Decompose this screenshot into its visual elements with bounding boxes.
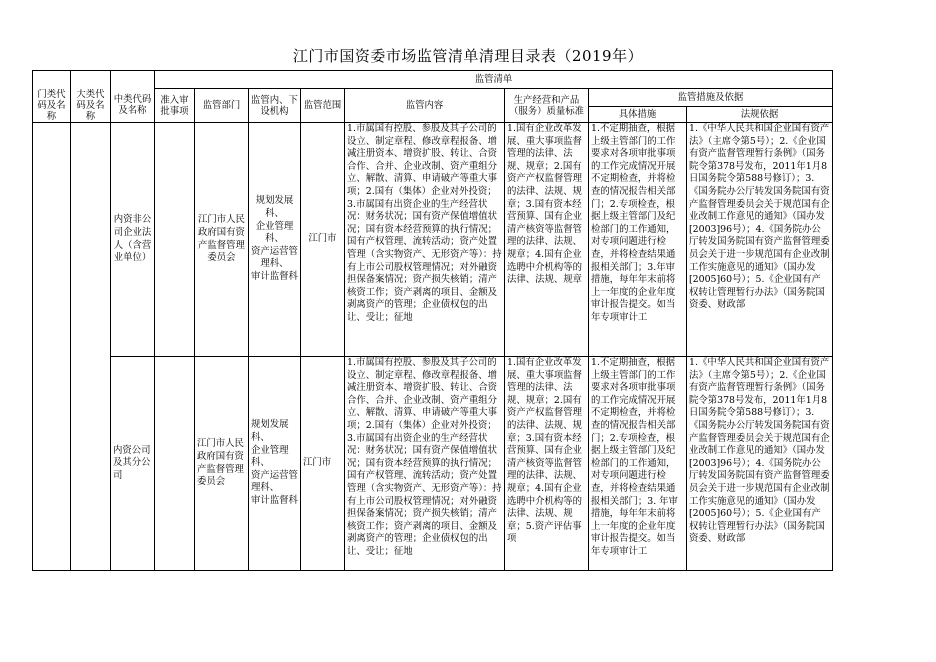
neirong-text: 1.市属国有控股、参股及其子公司的设立、制定章程、修改章程报备、增减注册资本、增资扩股、转让、合资合作、合并、企业改制、资产重组分立、解散、清算、申请破产等重大事项；2.国有（集体）企业对外投资；3.市属国有出资企业的生产经营状况：财务状况；国有资产保值增值状况；国有资本经营预算的执行情况；国有产权管理、流转活动；资产处置管理（含实物资产、无形资产等）：持有上市公司股权管理情况；对外融资担保备案情况；资产损失核销；清产核资工作；资产剥离的项目、金额及剥离资产的管理；企业债权包的出让、受让；征地 [347,357,502,557]
cell-jigou [249,357,301,571]
jigou-line: 审计监督科 [251,494,298,506]
header-blank-2 [71,71,111,89]
table-row [33,123,833,357]
biaozhun-text: 1.国有企业改革发展、重大事项监督管理的法律、法规、规章；2.国有资产产权监督管理的法律、法规、规章；3.国有资本经营预算、国有企业清产核资等监督管理的法律、法规、规章；4.国有企业选聘中介机构等的法律、法规、规章 [507,123,583,286]
cell-zhong: 内资非公司企业法人（含营业单位） [111,123,155,357]
cell-cuoshi [589,357,687,571]
cuoshi-text: 1.不定期抽查，根据上级主管部门的工作要求对各项审批事项的工作完成情况开展不定期检查，并将检查的情况报告相关部门；2.专项检查，根据上级主管部门及纪检部门的工作通知，对专项问题进行检查，并将检查结果通报相关部门；3.年审措施，每年年末前将上一年度的企业年度审计报告提交。如当年专项审计工 [591,123,676,323]
cell-yiju [687,123,833,357]
header-blank-1 [33,71,71,89]
cell-jigou [249,123,301,357]
header-men: 门类代码及名称 [33,89,71,123]
cell-biaozhun [505,123,589,357]
jigou-line: 审计监督科 [251,270,298,282]
header-yiju: 法规依据 [687,107,833,123]
cell-men [33,123,71,571]
jigou-line: 资产运营管理科、 [251,469,298,494]
table-row [33,357,833,571]
header-cuoshi-group: 监管措施及依据 [589,89,833,107]
page-title: 江门市国资委市场监管清单清理目录表（2019年） [292,47,644,65]
cell-bumen: 江门市人民政府国有资产监督管理委员会 [195,123,249,357]
jigou-line: 企业管理科、 [255,220,294,245]
cell-neirong [345,123,505,357]
yiju-text: 1.《中华人民共和国企业国有资产法》（主席令第5号）；2.《企业国有资产监督管理暂行条例》（国务院令第378号发布，2011年1月8日国务院令第588号修订）；3.《国务院办公厅转发国务院国有资产监督管理委员会关于规范国有企业改制工作意见的通知》（国办发[2003]96号）；4.《国务院办公厅转发国务院国有资产监督管理委员会关于进一步规范国有企业改制工作实施意见的通知》（国办发[2005]60号）；5.《企业国有产权转让管理暂行办法》（国务院国资委、财政部 [689,123,830,311]
cell-yiju [687,357,833,571]
header-fanwei: 监管范围 [301,89,345,123]
cell-cuoshi [589,123,687,357]
yiju-text: 1.《中华人民共和国企业国有资产法》（主席令第5号）；2.《企业国有资产监督管理暂行条例》（国务院令第378号发布，2011年1月8日国务院令第588号修订）；3.《国务院办公厅转发国务院国有资产监督管理委员会关于规范国有企业改制工作意见的通知》（国办发[2003]96号）；4.《国务院办公厅转发国务院国有资产监督管理委员会关于进一步规范国有企业改制工作实施意见的通知》（国办发[2005]60号）；5.《企业国有产权转让管理暂行办法》（国务院国资委、财政部 [689,357,830,545]
header-cuoshi: 具体措施 [589,107,687,123]
cell-da [71,123,111,571]
jigou-line: 资产运营管理科、 [251,245,298,270]
header-jigou: 监管内、下设机构 [249,89,301,123]
cell-zhunru [155,123,195,357]
cell-biaozhun [505,357,589,571]
cell-zhong: 内资公司及其分公司 [111,357,155,571]
cell-neirong [345,357,505,571]
jigou-line: 规划发展科、 [251,419,289,444]
jigou-line: 企业管理科、 [251,444,289,469]
header-blank-3 [111,71,155,89]
header-group-label: 监管清单 [155,71,833,89]
header-zhunru: 准入审批事项 [155,89,195,123]
header-biaozhun: 生产经营和产品（服务）质量标准 [505,89,589,123]
header-da: 大类代码及名称 [71,89,111,123]
cell-fanwei: 江门市 [301,123,345,357]
supervision-table [32,70,833,571]
neirong-text: 1.市属国有控股、参股及其子公司的设立、制定章程、修改章程报备、增减注册资本、增资扩股、转让、合资合作、合并、企业改制、资产重组分立、解散、清算、申请破产等重大事项；2.国有（集体）企业对外投资；3.市属国有出资企业的生产经营状况：财务状况；国有资产保值增值状况；国有资本经营预算的执行情况；国有产权管理、流转活动；资产处置管理（含实物资产、无形资产等）：持有上市公司股权管理情况；对外融资担保备案情况；资产损失核销；清产核资工作；资产剥离的项目、金额及剥离资产的管理；企业债权包的出让、受让；征地 [347,123,502,323]
biaozhun-text: 1.国有企业改革发展、重大事项监督管理的法律、法规、规章；2.国有资产产权监督管理的法律、法规、规章；3.国有资本经营预算、国有企业清产核资等监督管理的法律、法规、规章；4.国有企业选聘中介机构等的法律、法规、规章；5.资产评估事项 [507,357,583,545]
jigou-line: 规划发展科、 [255,195,294,220]
header-bumen: 监管部门 [195,89,249,123]
cell-zhunru [155,357,195,571]
cell-fanwei: 江门市 [301,357,345,571]
cuoshi-text: 1.不定期抽查，根据上级主管部门的工作要求对各项审批事项的工作完成情况开展不定期检查，并将检查的情况报告相关部门；2.专项检查，根据上级主管部门及纪检部门的工作通知，对专项问题进行检查，并将检查结果通报相关部门；3. 年审措施，每年年末前将上一年度的企业年度审计报告提交。如当年专项审计工 [591,357,678,557]
header-neirong: 监管内容 [345,89,505,123]
header-zhong: 中类代码及名称 [111,89,155,123]
cell-bumen: 江门市人民政府国有资产监督管理委员会 [195,357,249,571]
